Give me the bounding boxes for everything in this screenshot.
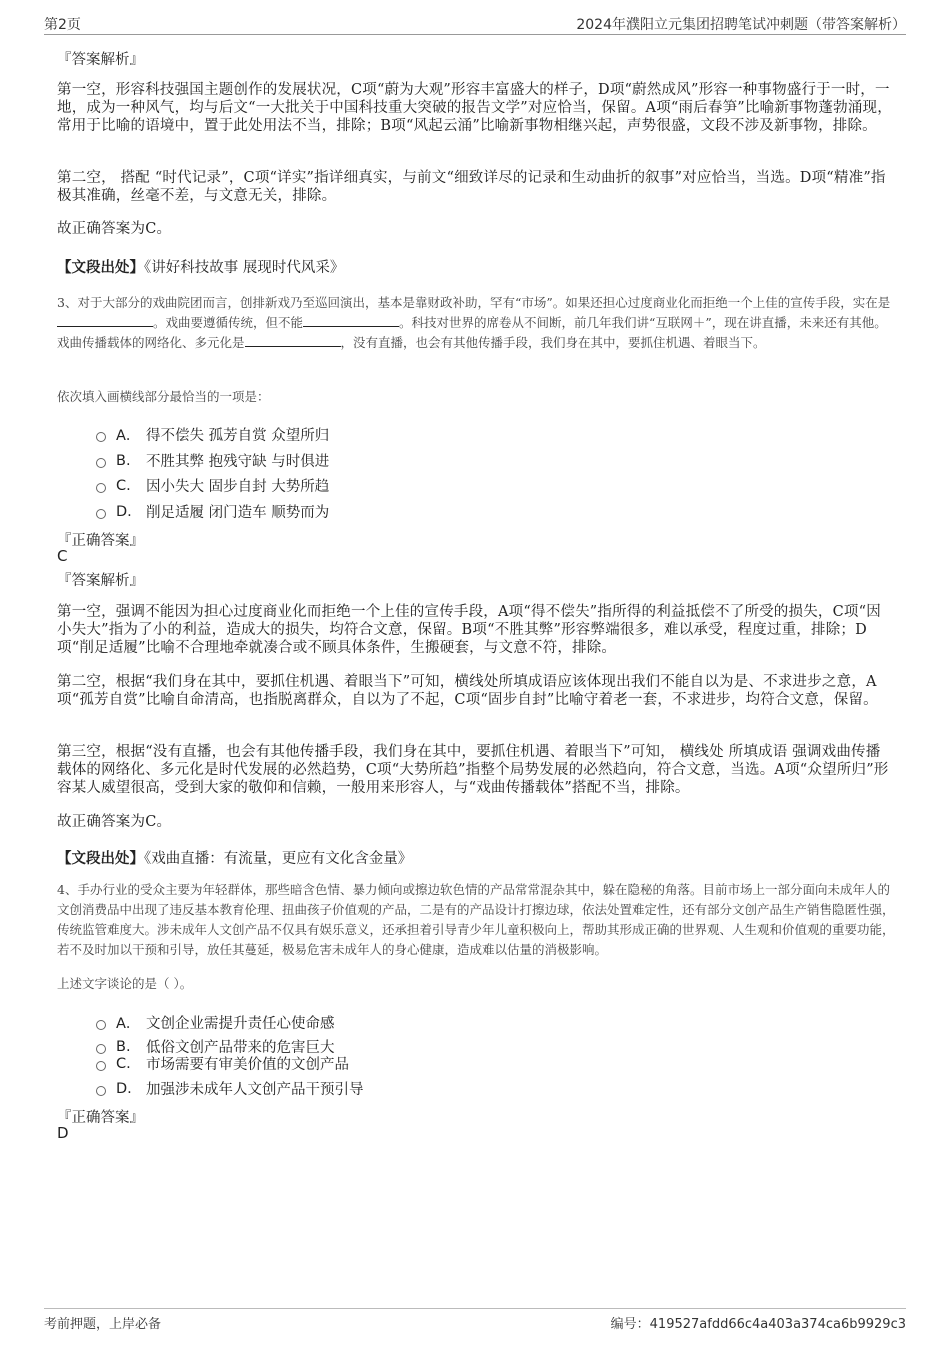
footer-divider (44, 1308, 906, 1309)
option-b[interactable]: B. 不胜其弊 抱残守缺 与时俱进 (96, 450, 329, 471)
analysis-paragraph: 第一空，强调不能因为担心过度商业化而拒绝一个上佳的宣传手段，A项“得不偿失”指所得的利益抵偿不了所受的损失，C项“因小失大”指为了小的利益，造成大的损失，均符合文意，保留。B项“不胜其弊”形容弊端很多，难以承受，程度过重，排除；D项“削足适履”比喻不合理地牵就凑合或不顾具体条件，生搬硬套，与文意不符，排除。 (57, 604, 881, 656)
header-divider (44, 34, 906, 35)
correct-answer: D (57, 1124, 69, 1142)
option-a[interactable]: A． 得不偿失 孤芳自赏 众望所归 (96, 424, 329, 445)
document-title: 2024年濮阳立元集团招聘笔试冲刺题（带答案解析） (576, 17, 906, 33)
analysis-paragraph: 第一空，形容科技强国主题创作的发展状况，C项“蔚为大观”形容丰富盛大的样子，D项“蔚然成风”形容一种事物盛行于一时，一地，成为一种风气，均与后文“一大批关于中国科技重大突破的报告文学”对应恰当，保留。A项“雨后春笋”比喻新事物蓬勃涌现，常用于比喻的语境中，置于此处用法不当，排除；B项“风起云涌”比喻新事物相继兴起，声势很盛，文段不涉及新事物，排除。 (57, 82, 892, 134)
fill-blank (303, 315, 399, 327)
analysis-paragraph: 第三空，根据“没有直播，也会有其他传播手段，我们身在其中，要抓住机遇、着眼当下”可知， 横线处 所填成语 强调戏曲传播载体的网络化、多元化是时代发展的必然趋势，C项“大势所趋”指整个局势发展的必然趋向，符合文意，当选。A项“众望所归”形容某人威望很高，受到大家的敬仰和信赖，一般用来形容人，与“戏曲传播载体”搭配不当，排除。 (57, 744, 889, 796)
page-number: 第2页 (44, 17, 81, 33)
correct-answer-label: 『正确答案』 (57, 1110, 144, 1126)
radio-icon[interactable] (96, 458, 106, 468)
option-d[interactable]: D. 削足适履 闭门造车 顺势而为 (96, 501, 329, 522)
analysis-label: 『答案解析』 (57, 52, 144, 68)
analysis-paragraph: 第二空，根据“我们身在其中，要抓住机遇、着眼当下”可知，横线处所填成语应该体现出我们不能自以为是、不求进步之意，A项“孤芳自赏”比喻自命清高，也指脱离群众，自以为了不起，C项“固步自封”比喻守着老一套，不求进步，均符合文意，保留。 (57, 674, 878, 708)
option-c[interactable]: C. 市场需要有审美价值的文创产品 (96, 1053, 349, 1074)
correct-answer-label: 『正确答案』 (57, 533, 144, 549)
fill-blank (245, 335, 341, 347)
source-citation: 【文段出处】《讲好科技故事 展现时代风采》 (57, 259, 345, 276)
option-d[interactable]: D. 加强涉未成年人文创产品干预引导 (96, 1078, 364, 1099)
option-a[interactable]: A． 文创企业需提升责任心使命感 (96, 1012, 335, 1033)
radio-icon[interactable] (96, 509, 106, 519)
source-citation: 【文段出处】《戏曲直播：有流量，更应有文化含金量》 (57, 850, 413, 867)
radio-icon[interactable] (96, 1044, 106, 1054)
radio-icon[interactable] (96, 432, 106, 442)
question-prompt: 上述文字谈论的是（ ）。 (57, 976, 193, 991)
radio-icon[interactable] (96, 1020, 106, 1030)
question-stem: 3、对于大部分的戏曲院团而言，创排新戏乃至巡回演出，基本是靠财政补助，罕有“市场”。如果还担心过度商业化而拒绝一个上佳的宣传手段，实在是。戏曲要遵循传统，但不能 。科技对世界的席卷从不间断，前几年我们讲“互联网＋”，现在讲直播，未来还有其他。戏曲传播载体的网络化、多元化是 ，没有直播，也会有其他传播手段，我们身在其中，要抓住机遇、着眼当下。 (57, 295, 891, 350)
question-prompt: 依次填入画横线部分最恰当的一项是： (57, 389, 270, 404)
radio-icon[interactable] (96, 1061, 106, 1071)
analysis-paragraph: 第二空， 搭配 “时代记录”，C项“详实”指详细真实，与前文“细致详尽的记录和生动曲折的叙事”对应恰当，当选。D项“精准”指 极其准确，丝毫不差，与文意无关，排除。 (57, 170, 886, 204)
radio-icon[interactable] (96, 1086, 106, 1096)
analysis-conclusion: 故正确答案为C。 (57, 814, 172, 830)
radio-icon[interactable] (96, 483, 106, 493)
document-code: 编号：419527afdd66c4a403a374ca6b9929c3 (610, 1317, 906, 1332)
question-stem: 4、手办行业的受众主要为年轻群体，那些暗含色情、暴力倾向或擦边软色情的产品常常混杂其中，躲在隐秘的角落。目前市场上一部分面向未成年人的文创消费品中出现了违反基本教育伦理、扭曲孩子价值观的产品，二是有的产品设计打擦边球，依法处置难定性，还有部分文创产品生产销售隐匿性强，传统监管难度大。涉未成年人文创产品不仅具有娱乐意义，还承担着引导青少年儿童积极向上，帮助其形成正确的世界观、人生观和价值观的重要功能，若不及时加以干预和引导，放任其蔓延，极易危害未成年人的身心健康，造成难以估量的消极影响。 (57, 882, 895, 957)
analysis-label: 『答案解析』 (57, 573, 144, 589)
footer-slogan: 考前押题，上岸必备 (44, 1317, 162, 1332)
fill-blank (57, 315, 153, 327)
correct-answer: C (57, 547, 68, 565)
analysis-conclusion: 故正确答案为C。 (57, 221, 172, 237)
option-b[interactable]: B. 低俗文创产品带来的危害巨大 (96, 1036, 335, 1057)
option-c[interactable]: C. 因小失大 固步自封 大势所趋 (96, 475, 329, 496)
